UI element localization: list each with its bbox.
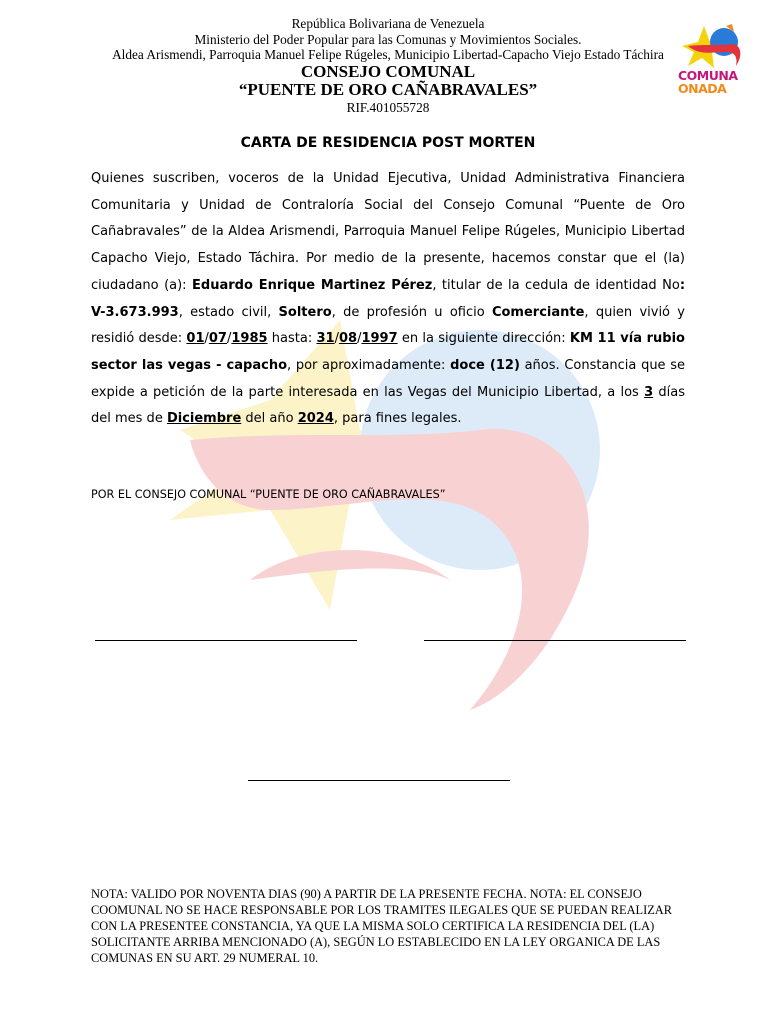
signature-line-right xyxy=(424,640,686,641)
body-text-segment: en la siguiente dirección: xyxy=(397,331,570,347)
body-intro: Quienes suscriben, voceros de la Unidad Ejecutiva, Unidad Administrativa Financiera Comunitaria y Unidad de Contraloría Social del Consejo Comunal “Puente de Oro Cañabravales” de la Aldea Arismendi, Parroquia Manuel Felipe Rúgeles, Municipio Libertad Capacho Viejo, Estado Táchira. Por medio de la presente, hacemos constar que el (la) ciudadano (a): xyxy=(91,171,685,293)
issue-year: 2024 xyxy=(297,411,334,427)
document-title: CARTA DE RESIDENCIA POST MORTEN xyxy=(240,135,536,151)
address: KM 11 vía rubio sector las vegas - capacho xyxy=(91,331,685,373)
citizen-name: Eduardo Enrique Martinez Pérez xyxy=(192,277,433,293)
to-year: 1997 xyxy=(361,331,398,347)
civil-status: Soltero xyxy=(278,304,332,320)
id-number: V-3.673.993 xyxy=(91,304,179,320)
issue-month: Diciembre xyxy=(166,411,242,427)
date-separator: / xyxy=(226,331,232,347)
body-text-segment: , quien vivió y residió desde: xyxy=(91,304,685,347)
to-month: 08 xyxy=(338,331,358,347)
body-text-segment: , de profesión u oficio xyxy=(331,304,492,320)
council-name-line2: “PUENTE DE ORO CAÑABRAVALES” xyxy=(238,80,538,100)
years-count: doce (12) xyxy=(450,357,520,373)
body-text-segment: , por aproximadamente: xyxy=(287,357,451,373)
comuna-logo xyxy=(674,22,750,98)
watermark-red-arc xyxy=(250,550,450,580)
id-colon: : xyxy=(679,277,686,293)
signature-caption: POR EL CONSEJO COMUNAL “PUENTE DE ORO CAÑABRAVALES” xyxy=(91,488,446,501)
from-month: 07 xyxy=(208,331,227,347)
date-separator: / xyxy=(204,331,209,347)
rif-number: RIF.401055728 xyxy=(346,99,430,115)
body-text-segment: días del mes de xyxy=(91,384,685,427)
country-line: República Bolivariana de Venezuela xyxy=(291,16,485,31)
logo-word-1: COMUNA xyxy=(678,68,738,83)
body-text-segment: , estado civil, xyxy=(178,304,279,320)
signature-line-left xyxy=(95,640,357,641)
body-text-segment: hasta: xyxy=(267,331,317,347)
body-text-segment: , titular de la cedula de identidad No xyxy=(432,277,680,293)
date-separator: / xyxy=(357,331,362,347)
body-text-segment: , para fines legales. xyxy=(333,411,462,427)
to-day: 31 xyxy=(316,331,335,347)
council-name-line1: CONSEJO COMUNAL xyxy=(300,61,476,81)
logo-star-icon xyxy=(674,22,750,72)
watermark-red-swoosh xyxy=(190,429,589,710)
profession: Comerciante xyxy=(491,304,585,320)
signature-line-center xyxy=(248,780,510,781)
from-day: 01 xyxy=(186,331,205,347)
body-text-segment: del año xyxy=(241,411,298,427)
from-year: 1985 xyxy=(231,331,268,347)
location-line: Aldea Arismendi, Parroquia Manuel Felipe Rúgeles, Municipio Libertad-Capacho Viejo Estado Táchira xyxy=(112,47,664,63)
ministry-line: Ministerio del Poder Popular para las Comunas y Movimientos Sociales. xyxy=(194,31,582,47)
issue-day: 3 xyxy=(644,384,654,400)
validity-note: NOTA: VALIDO POR NOVENTA DIAS (90) A PARTIR DE LA PRESENTE FECHA. NOTA: EL CONSEJO COOMUNAL NO SE HACE RESPONSABLE POR LOS TRAMITES ILEGALES QUE SE PUEDAN REALIZAR CON LA PRESENTEE CONSTANCIA, YA QUE LA MISMA SOLO CERTIFICA LA RESIDENCIA DEL (LA) SOLICITANTE ARRIBA MENCIONADO (A), SEGÚN LO ESTABLECIDO EN LA LEY ORGANICA DE LAS COMUNAS EN SU ART. 29 NUMERAL 10. xyxy=(91,887,673,965)
logo-word-2: ONADA xyxy=(678,81,727,96)
date-separator: / xyxy=(334,331,339,347)
certificate-body xyxy=(91,166,685,433)
body-text-segment: años. Constancia que se expide a petición de la parte interesada en las Vegas del Municipio Libertad, a los xyxy=(91,357,685,400)
document-header xyxy=(0,16,768,115)
